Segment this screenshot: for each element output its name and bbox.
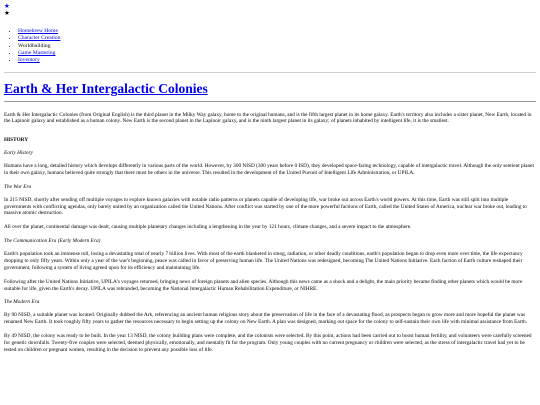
communication-era-paragraph-2: Following after the United Nations Initiative, UPILA's voyages returned, bringing news of foreign planets and alien species. Although this news came as a shock and a delight, the main priority became finding other planets which would be more suitable for life, given the Earth's decay. UPILA was rebranded, becoming the National Intergalactic Human Rehabilitation Expenditure, or NIHRE. [4, 278, 523, 292]
star-icon: ★ [4, 10, 10, 17]
nav-item-homebrew-home [18, 28, 536, 35]
title-underline [4, 101, 536, 102]
nav-item-worldbuilding [18, 43, 536, 50]
intro-paragraph: Earth & Her Intergalactic Colonies (from Original English) is the third planet in the Milky Way galaxy, home to the original humans, and is the fifth largest planet in its home galaxy. Earth's territory also includes a sister planet, New Earth, located in the Lapinoir galaxy and established as a human colony. New Earth is the second planet in the Lapinoir galaxy, and is the ninth largest planet in its galaxy; of planets inhabited by intelligent life, it is the smallest. [4, 111, 532, 125]
nav-item-character-creation [18, 35, 536, 42]
page-title-link[interactable]: Earth & Her Intergalactic Colonies [4, 81, 208, 97]
nav-item-inventory [18, 57, 536, 64]
early-history-paragraph: Humans have a long, detailed history which develops differently in various parts of the world. However, by 300 NISD (300 years before 0 ISD), they developed space-faring technology, capable of intergalactic travel. Although the only sentient planet in their own galaxy, humans believed quite strongly that there must be others in the universe. This resulted in the development of the United Pursuit of Intelligent Life Administration, or UPILA. [4, 163, 534, 176]
war-era-paragraph-1: In 215 NISD, shortly after sending off multiple voyages to explore known galaxies with notable radio patterns or planets capable of developing life, war broke out across Earth's world powers. At this time, Earth was still split into multiple governments with conflicting agendas, only barely united by an organization called the United Nations. After conflict was started by one of the more powerful factions of Earth, called the United States of America, nuclear war broke out, leading to massive atomic destruction. [4, 196, 527, 217]
subheading-modern-era: The Modern Era [4, 299, 40, 306]
nav-link-character-creation[interactable]: Character Creation [18, 35, 61, 42]
modern-era-paragraph-2: By 49 NISD, the colony was ready to be built. In the year 13 NISD, the colony building plans were complete, and the colonists were selected. By this point, actions had been carried out to boost human fertility, and volunteers were carefully screened for genetic downfalls. Twenty-five couples were selected, deemed physically, emotionally, and mentally fit for the program. Only young couples with no current pregnancy or children were selected, as the stress of intergalactic travel had yet to be tested on children or pregnant women, resulting in the decision to prevent any possible loss of life. [4, 333, 532, 353]
communication-era-paragraph-1: Earth's population took an immense toll, losing a devastating total of nearly 7 billion lives. With most of the earth blanketed in smog, radiation, or other deadly conditions, earth's population began to drop even more over time, the life expectancy dropping to only fifty years. Within only a year of the war's beginning, peace was called in favor of preserving human life. The United Nations was redesigned, becoming The United Nations Initiative. Each faction of Earth culture reshaped their government, following a system of living agreed upon for its efficiency and maintaining life. [4, 251, 523, 271]
section-heading-history: HISTORY [4, 137, 29, 144]
subheading-war-era: The War Era [4, 183, 32, 190]
main-nav [4, 28, 536, 64]
star-link-icon[interactable]: ★ [4, 3, 10, 10]
war-era-paragraph-2: All over the planet, continental damage was dealt, causing multiple planetary changes including a lengthening in the year by 121 hours, climate changes, and a severe impact to the atmosphere. [4, 224, 412, 231]
nav-item-game-mastering [18, 50, 536, 57]
subheading-early-history: Early History [4, 150, 33, 157]
subheading-communication-era: The Communication Era (Early Modern Era) [4, 238, 101, 245]
page-title [4, 81, 536, 97]
nav-link-homebrew-home[interactable]: Homebrew Home [18, 28, 58, 34]
top-icons [4, 3, 536, 19]
divider-line [4, 72, 536, 73]
nav-current-worldbuilding: Worldbuilding [18, 42, 51, 49]
nav-link-inventory[interactable]: Inventory [18, 57, 40, 64]
modern-era-paragraph-1: By 90 NISD, a suitable planet was located. Originally dubbed the Ark, referencing an ancient human religious story about the preservation of life in the face of a devastating flood, as prospects began to grow more and more hopeful the planet was renamed New Earth. It took roughly fifty years to gather the resources necessary to begin setting up the colony on New Earth. A plan was designed, marking out space for the colony to self-sustain their own life with minimal assistance from Earth. [4, 312, 527, 326]
nav-link-game-mastering[interactable]: Game Mastering [18, 49, 56, 56]
nav-divider [4, 69, 536, 75]
